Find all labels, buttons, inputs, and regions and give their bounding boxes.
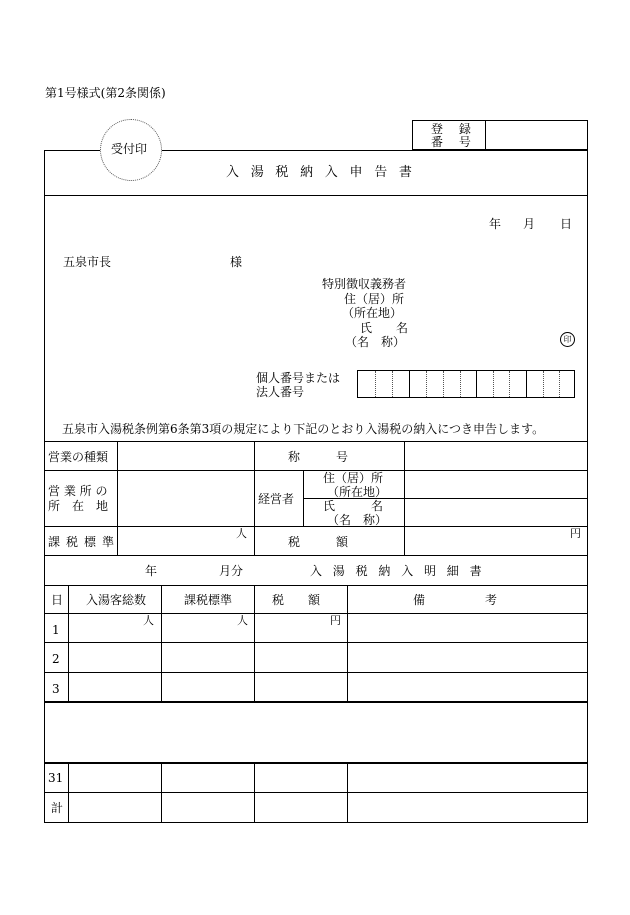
unit-standard: 人	[237, 614, 248, 627]
detail-rows-1-3[interactable]	[69, 614, 587, 701]
registration-label-bottom: 番 号	[431, 135, 477, 149]
receipt-stamp-label: 受付印	[111, 142, 148, 156]
business-type-label: 営業の種類	[48, 450, 109, 464]
obligor-name-sub: （名 称）	[345, 335, 406, 349]
id-number-label-1: 個人番号または	[256, 371, 341, 385]
unit-tax: 円	[330, 614, 341, 627]
seal-mark: 印	[560, 332, 575, 347]
trade-name-field[interactable]	[405, 442, 587, 469]
trade-name-label: 称 号	[288, 450, 349, 464]
manager-address-sub: （所在地）	[327, 485, 388, 499]
date-day-label: 日	[560, 217, 573, 231]
row-day-31: 31	[48, 771, 64, 785]
row-day-2: 2	[52, 652, 60, 666]
addressee-honorific: 様	[230, 255, 243, 269]
form-number: 第1号様式(第2条関係)	[45, 86, 166, 100]
col-total-guests: 入湯客総数	[86, 593, 147, 607]
id-number-label-2: 法人番号	[256, 385, 305, 399]
manager-name-label: 氏 名	[323, 499, 384, 513]
row-day-3: 3	[52, 682, 60, 696]
unit-guests: 人	[143, 614, 154, 627]
col-tax-standard: 課税標準	[184, 593, 233, 607]
col-remarks: 備 考	[413, 593, 498, 607]
registration-label-top: 登 録	[431, 122, 477, 136]
obligor-name-label: 氏 名	[360, 321, 409, 335]
manager-label: 経営者	[258, 492, 295, 506]
obligor-address-label: 住（居）所	[344, 292, 405, 306]
col-tax-amount: 税 額	[272, 593, 321, 607]
id-number-boxes[interactable]	[357, 370, 575, 398]
business-type-field[interactable]	[118, 442, 253, 469]
tax-amount-unit: 円	[570, 527, 581, 540]
date-year-label: 年	[489, 217, 502, 231]
manager-address-field[interactable]	[405, 471, 587, 497]
tax-standard-unit: 人	[236, 527, 247, 540]
tax-standard-field[interactable]	[118, 527, 253, 554]
row-total: 計	[51, 801, 64, 815]
location-label-2: 所 在 地	[48, 499, 109, 513]
detail-title: 入湯税納入明細書	[310, 564, 493, 578]
tax-amount-label: 税 額	[288, 535, 349, 549]
addressee: 五泉市長	[63, 255, 112, 269]
date-month-label: 月	[523, 217, 536, 231]
obligor-address-sub: （所在地）	[342, 306, 403, 320]
manager-name-sub: （名 称）	[327, 513, 388, 527]
detail-month-label: 月分	[219, 564, 244, 578]
manager-name-field[interactable]	[405, 499, 587, 525]
tax-amount-field[interactable]	[405, 527, 587, 554]
location-label-1: 営 業 所 の	[48, 484, 108, 498]
manager-address-label: 住（居）所	[323, 471, 384, 485]
detail-year-label: 年	[145, 564, 158, 578]
obligor-info-field[interactable]	[420, 290, 550, 348]
declaration-text: 五泉市入湯税条例第6条第3項の規定により下記のとおり入湯税の納入につき申告します。	[62, 422, 545, 436]
col-day: 日	[51, 593, 64, 607]
location-field[interactable]	[118, 471, 253, 525]
registration-number-field[interactable]	[485, 121, 586, 149]
form-title: 入湯税納入申告書	[226, 165, 424, 180]
row-day-1: 1	[52, 623, 60, 637]
obligor-title: 特別徴収義務者	[322, 277, 407, 291]
tax-standard-label: 課税標準	[48, 535, 121, 549]
detail-rows-31-total[interactable]	[69, 763, 587, 822]
